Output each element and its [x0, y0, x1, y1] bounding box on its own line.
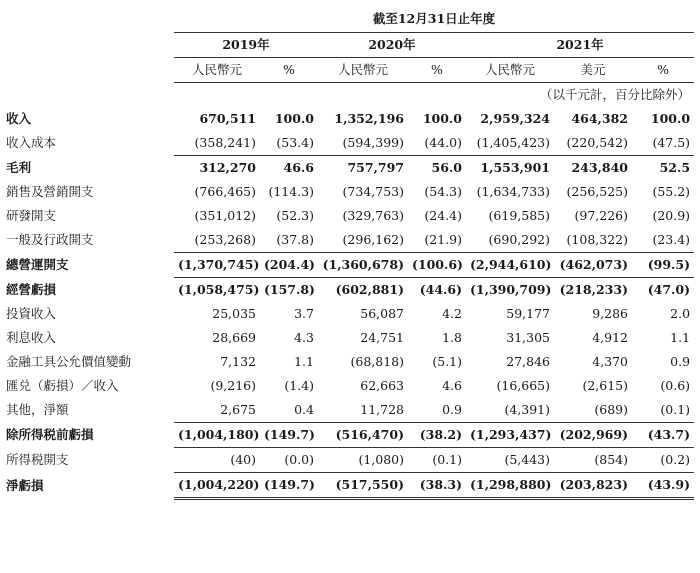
cell-value: (1,004,180): [174, 423, 260, 448]
cell-value: (43.7): [632, 423, 694, 448]
unit-usd-2021: 美元: [554, 58, 632, 83]
cell-value: 27,846: [506, 354, 550, 369]
row-label: 收入: [6, 111, 32, 126]
table-row: [4, 423, 694, 448]
row-label: 匯兑（虧損）／收入: [6, 378, 119, 393]
cell-value: (2,944,610): [466, 253, 554, 278]
table-row: [4, 253, 694, 278]
cell-value: 757,797: [347, 160, 404, 175]
table-row: [4, 156, 694, 181]
cell-value: (23.4): [632, 228, 694, 253]
table-row: [4, 473, 694, 499]
cell-value: 56,087: [360, 306, 404, 321]
cell-value: 1.1: [294, 354, 314, 369]
cell-value: (0.6): [660, 378, 691, 393]
cell-value: (38.2): [408, 423, 466, 448]
cell-value: (5.1): [432, 354, 462, 369]
table-row: [4, 302, 694, 326]
cell-value: (52.3): [276, 208, 314, 223]
cell-value: 56.0: [431, 160, 462, 175]
cell-value: 1.8: [442, 330, 462, 345]
cell-value: 4.6: [442, 378, 462, 393]
cell-value: 52.5: [659, 160, 691, 175]
cell-value: (40): [174, 448, 260, 473]
table-row: [4, 398, 694, 423]
cell-value: (1,634,733): [476, 184, 550, 199]
cell-value: (602,881): [335, 282, 404, 297]
cell-value: (100.6): [408, 253, 466, 278]
unit-rmb-2021: 人民幣元: [466, 58, 554, 83]
cell-value: (619,585): [488, 208, 550, 223]
unit-rmb-2020: 人民幣元: [318, 58, 408, 83]
cell-value: 100.0: [650, 111, 691, 126]
cell-value: (20.9): [652, 208, 691, 223]
cell-value: 4,370: [592, 354, 628, 369]
cell-value: 243,840: [571, 160, 628, 175]
cell-value: 4.2: [442, 306, 462, 321]
row-label: 利息收入: [6, 330, 57, 345]
cell-value: (47.0): [647, 282, 691, 297]
cell-value: (53.4): [260, 131, 318, 156]
cell-value: (55.2): [652, 184, 691, 199]
unit-pct-2019: %: [260, 58, 318, 83]
cell-value: 46.6: [283, 160, 314, 175]
row-label: 所得税開支: [6, 452, 69, 467]
cell-value: 1,352,196: [334, 111, 404, 126]
year-header-2019: 2019年: [174, 33, 318, 58]
cell-value: (97,226): [574, 208, 628, 223]
cell-value: 7,132: [220, 354, 256, 369]
cell-value: (21.9): [408, 228, 466, 253]
cell-value: (44.6): [419, 282, 462, 297]
cell-value: (0.1): [632, 398, 694, 423]
cell-value: (1,293,437): [466, 423, 554, 448]
cell-value: (108,322): [554, 228, 632, 253]
cell-value: 2.0: [670, 306, 691, 321]
cell-value: (16,665): [496, 378, 550, 393]
unit-pct-2021: %: [632, 58, 694, 83]
cell-value: 4,912: [592, 330, 628, 345]
row-label: 一般及行政開支: [6, 232, 94, 248]
cell-value: (99.5): [632, 253, 694, 278]
unit-pct-2020: %: [408, 58, 466, 83]
cell-value: (296,162): [318, 228, 408, 253]
cell-value: 3.7: [294, 306, 314, 321]
cell-value: 11,728: [318, 398, 408, 423]
table-body: [4, 6, 694, 499]
cell-value: 0.9: [670, 354, 691, 369]
cell-value: (516,470): [318, 423, 408, 448]
row-label: 經營虧損: [6, 281, 57, 297]
cell-value: 100.0: [422, 111, 462, 126]
cell-value: (1,390,709): [470, 282, 552, 297]
row-label: 金融工具公允價值變動: [6, 354, 132, 369]
cell-value: (1,405,423): [466, 131, 554, 156]
unit-rmb-2019: 人民幣元: [174, 58, 260, 83]
table-row: [4, 374, 694, 398]
year-header-2021: 2021年: [466, 33, 694, 58]
cell-value: 1,553,901: [480, 160, 550, 175]
cell-value: (38.3): [408, 473, 466, 499]
cell-value: (734,753): [342, 184, 404, 199]
table-row: [4, 448, 694, 473]
row-label: 投資收入: [6, 306, 57, 321]
row-label: 淨虧損: [6, 477, 44, 493]
cell-value: 59,177: [506, 306, 550, 321]
cell-value: (218,233): [559, 282, 628, 297]
cell-value: 28,669: [212, 330, 256, 345]
table-row: [4, 228, 694, 253]
row-label: 其他，淨額: [6, 402, 69, 418]
cell-value: (5,443): [466, 448, 554, 473]
row-label: 研發開支: [6, 208, 57, 223]
cell-value: (766,465): [194, 184, 256, 199]
table-row: [4, 204, 694, 228]
cell-value: (1,298,880): [466, 473, 554, 499]
cell-value: 1.1: [670, 330, 691, 345]
table-row: [4, 278, 694, 303]
table-row: [4, 180, 694, 204]
cell-value: (1.4): [284, 378, 314, 393]
cell-value: 4.3: [294, 330, 314, 345]
cell-value: (202,969): [554, 423, 632, 448]
cell-value: (358,241): [174, 131, 260, 156]
table-row: [4, 326, 694, 350]
cell-value: (253,268): [174, 228, 260, 253]
cell-value: (462,073): [554, 253, 632, 278]
cell-value: (689): [554, 398, 632, 423]
header-period-row: [4, 6, 694, 33]
cell-value: (204.4): [260, 253, 318, 278]
cell-value: (157.8): [264, 282, 315, 297]
cell-value: (68,818): [350, 354, 404, 369]
cell-value: (351,012): [194, 208, 256, 223]
cell-value: 2,675: [174, 398, 260, 423]
cell-value: (149.7): [260, 473, 318, 499]
cell-value: 464,382: [571, 111, 628, 126]
cell-value: (854): [554, 448, 632, 473]
cell-value: (1,080): [318, 448, 408, 473]
year-header-2020: 2020年: [318, 33, 466, 58]
cell-value: 100.0: [274, 111, 314, 126]
cell-value: (47.5): [632, 131, 694, 156]
cell-value: (44.0): [408, 131, 466, 156]
cell-value: (594,399): [318, 131, 408, 156]
cell-value: (0.0): [260, 448, 318, 473]
cell-value: 24,751: [360, 330, 404, 345]
cell-value: (54.3): [424, 184, 462, 199]
cell-value: 62,663: [360, 378, 404, 393]
cell-value: 25,035: [212, 306, 256, 321]
cell-value: 0.9: [408, 398, 466, 423]
cell-value: 0.4: [260, 398, 318, 423]
row-label: 除所得税前虧損: [6, 427, 94, 442]
header-unit-row: [4, 58, 694, 83]
cell-value: (2,615): [582, 378, 628, 393]
table-row: [4, 350, 694, 374]
cell-value: 31,305: [506, 330, 550, 345]
cell-value: (149.7): [260, 423, 318, 448]
table-row: [4, 107, 694, 131]
cell-value: (0.2): [632, 448, 694, 473]
row-label: 收入成本: [6, 135, 57, 151]
cell-value: (43.9): [632, 473, 694, 499]
cell-value: 670,511: [199, 111, 256, 126]
table-row: [4, 131, 694, 156]
cell-value: (256,525): [566, 184, 628, 199]
cell-value: (9,216): [210, 378, 256, 393]
cell-value: (329,763): [342, 208, 404, 223]
cell-value: (1,370,745): [174, 253, 260, 278]
note-row: [4, 83, 694, 108]
cell-value: (0.1): [408, 448, 466, 473]
cell-value: (24.4): [424, 208, 462, 223]
cell-value: 2,959,324: [480, 111, 550, 126]
cell-value: (1,004,220): [174, 473, 260, 499]
row-label: 毛利: [6, 159, 32, 175]
cell-value: (1,058,475): [178, 282, 260, 297]
cell-value: (220,542): [554, 131, 632, 156]
cell-value: 9,286: [592, 306, 628, 321]
cell-value: (114.3): [268, 184, 314, 199]
cell-value: 312,270: [199, 160, 256, 175]
cell-value: (690,292): [466, 228, 554, 253]
unit-note: （以千元計，百分比除外）: [540, 87, 691, 102]
income-statement-table: [4, 6, 694, 500]
cell-value: (203,823): [554, 473, 632, 499]
cell-value: (517,550): [318, 473, 408, 499]
row-label: 總營運開支: [6, 257, 69, 272]
header-year-row: [4, 33, 694, 58]
period-header: 截至12月31日止年度: [174, 6, 694, 33]
cell-value: (37.8): [260, 228, 318, 253]
cell-value: (1,360,678): [318, 253, 408, 278]
row-label: 銷售及營銷開支: [6, 184, 94, 199]
cell-value: (4,391): [466, 398, 554, 423]
